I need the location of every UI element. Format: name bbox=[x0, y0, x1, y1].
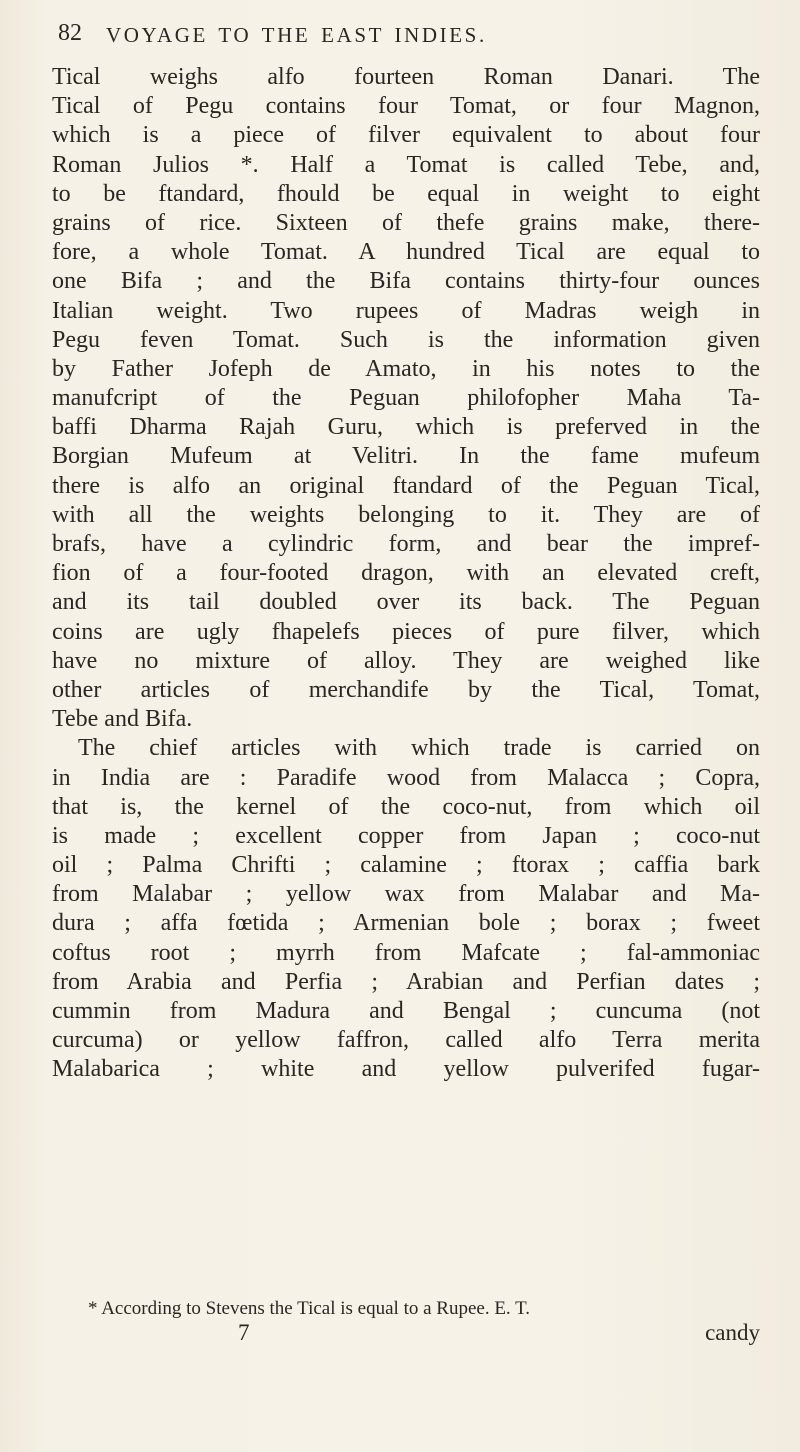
footnote-text: * According to Stevens the Tical is equal to a Rupee. E. T. bbox=[88, 1298, 531, 1319]
text-line: curcuma) or yellow faffron, called alfo Terra merita bbox=[52, 1027, 760, 1054]
text-line: coins are ugly fhapelefs pieces of pure filver, which bbox=[52, 618, 760, 645]
text-line: Malabarica ; white and yellow pulverifed fugar- bbox=[52, 1056, 760, 1083]
text-line: have no mixture of alloy. They are weighed like bbox=[52, 647, 760, 674]
text-line: baffi Dharma Rajah Guru, which is preferved in the bbox=[52, 414, 760, 441]
text-line: from Malabar ; yellow wax from Malabar and Ma- bbox=[52, 881, 760, 908]
text-line: Pegu feven Tomat. Such is the information given bbox=[52, 326, 760, 353]
text-line: one Bifa ; and the Bifa contains thirty-four ounces bbox=[52, 268, 760, 295]
text-line: coftus root ; myrrh from Mafcate ; fal-ammoniac bbox=[52, 939, 760, 966]
text-line: with all the weights belonging to it. They are of bbox=[52, 501, 760, 528]
signature-mark: 7 bbox=[238, 1320, 250, 1345]
text-line: to be ftandard, fhould be equal in weight to eight bbox=[52, 180, 760, 207]
text-line: is made ; excellent copper from Japan ; coco-nut bbox=[52, 822, 760, 849]
text-line: dura ; affa fœtida ; Armenian bole ; borax ; fweet bbox=[52, 910, 760, 937]
text-line: brafs, have a cylindric form, and bear the impref- bbox=[52, 531, 760, 557]
running-head: VOYAGE TO THE EAST INDIES. bbox=[106, 23, 487, 47]
paragraph-end-line: Tebe and Bifa. bbox=[52, 706, 193, 733]
text-line: oil ; Palma Chrifti ; calamine ; ftorax ; caffia bark bbox=[52, 852, 760, 879]
text-line: fion of a four-footed dragon, with an elevated creft, bbox=[52, 560, 760, 587]
text-line: Roman Julios *. Half a Tomat is called Tebe, and, bbox=[52, 151, 760, 178]
text-line: cummin from Madura and Bengal ; cuncuma (not bbox=[52, 998, 760, 1024]
text-line: fore, a whole Tomat. A hundred Tical are equal to bbox=[52, 239, 760, 266]
text-line: grains of rice. Sixteen of thefe grains make, there- bbox=[52, 209, 760, 236]
text-line: there is alfo an original ftandard of the Peguan Tical, bbox=[52, 472, 760, 499]
text-line: by Father Jofeph de Amato, in his notes to the bbox=[52, 355, 760, 382]
text-line: Tical of Pegu contains four Tomat, or four Magnon, bbox=[52, 93, 760, 120]
text-line: manufcript of the Peguan philofopher Maha Ta- bbox=[52, 385, 760, 412]
body-text bbox=[52, 63, 760, 1085]
text-line: Italian weight. Two rupees of Madras weigh in bbox=[52, 297, 760, 324]
page-footer bbox=[52, 1320, 760, 1354]
text-line: and its tail doubled over its back. The Peguan bbox=[52, 589, 760, 616]
text-line: which is a piece of filver equivalent to about four bbox=[52, 122, 760, 149]
paragraph-first-line: The chief articles with which trade is carried on bbox=[78, 735, 760, 762]
page-header bbox=[58, 20, 758, 60]
text-line: in India are : Paradife wood from Malacca ; Copra, bbox=[52, 764, 760, 791]
text-line: other articles of merchandife by the Tical, Tomat, bbox=[52, 676, 760, 703]
catchword: candy bbox=[705, 1320, 760, 1345]
footnote bbox=[52, 1296, 760, 1322]
text-line: Tical weighs alfo fourteen Roman Danari. The bbox=[52, 64, 760, 90]
text-line: Borgian Mufeum at Velitri. In the fame mufeum bbox=[52, 443, 760, 470]
text-line: from Arabia and Perfia ; Arabian and Perfian dates ; bbox=[52, 968, 760, 995]
page-number: 82 bbox=[58, 20, 82, 46]
text-line: that is, the kernel of the coco-nut, from which oil bbox=[52, 793, 760, 820]
